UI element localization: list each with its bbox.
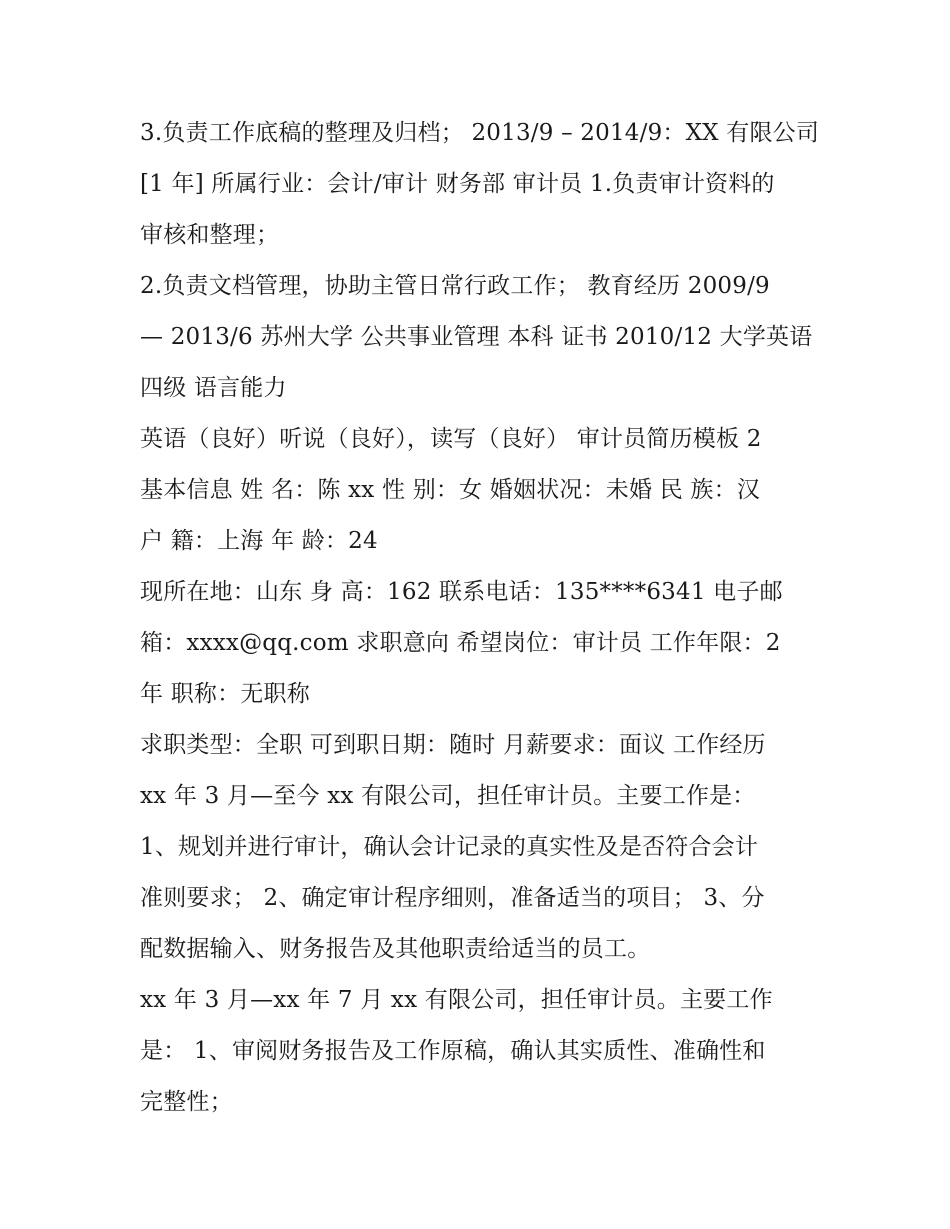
text-line-18: xx 年 3 月—xx 年 7 月 xx 有限公司，担任审计员。主要工作: [140, 987, 773, 1013]
text-line-9: 户 籍：上海 年 龄：24: [140, 528, 378, 554]
text-line-13: 求职类型：全职 可到职日期：随时 月薪要求：面议 工作经历: [140, 732, 766, 758]
text-line-5: — 2013/6 苏州大学 公共事业管理 本科 证书 2010/12 大学英语: [140, 324, 813, 350]
text-line-2: [1 年] 所属行业：会计/审计 财务部 审计员 1.负责审计资料的: [140, 171, 775, 197]
text-line-4: 2.负责文档管理，协助主管日常行政工作； 教育经历 2009/9: [140, 273, 770, 299]
text-line-17: 配数据输入、财务报告及其他职责给适当的员工。: [140, 936, 651, 962]
text-line-19: 是： 1、审阅财务报告及工作原稿，确认其实质性、准确性和: [140, 1038, 766, 1064]
text-line-3: 审核和整理；: [140, 222, 280, 248]
text-line-16: 准则要求； 2、确定审计程序细则，准备适当的项目； 3、分: [140, 885, 765, 911]
text-line-8: 基本信息 姓 名：陈 xx 性 别：女 婚姻状况：未婚 民 族：汉: [140, 477, 761, 503]
text-line-12: 年 职称：无职称: [140, 681, 310, 707]
text-line-11: 箱：xxxx@qq.com 求职意向 希望岗位：审计员 工作年限：2: [140, 630, 781, 656]
text-line-15: 1、规划并进行审计，确认会计记录的真实性及是否符合会计: [140, 834, 759, 860]
text-line-1: 3.负责工作底稿的整理及归档； 2013/9 – 2014/9：XX 有限公司: [140, 120, 820, 146]
text-line-20: 完整性；: [140, 1089, 233, 1115]
text-line-14: xx 年 3 月—至今 xx 有限公司，担任审计员。主要工作是：: [140, 783, 756, 809]
resume-text-body: [140, 108, 820, 1128]
text-line-7: 英语（良好）听说（良好），读写（良好） 审计员简历模板 2: [140, 426, 762, 452]
text-line-10: 现所在地：山东 身 高：162 联系电话：135****6341 电子邮: [140, 579, 783, 605]
text-line-6: 四级 语言能力: [140, 375, 287, 401]
